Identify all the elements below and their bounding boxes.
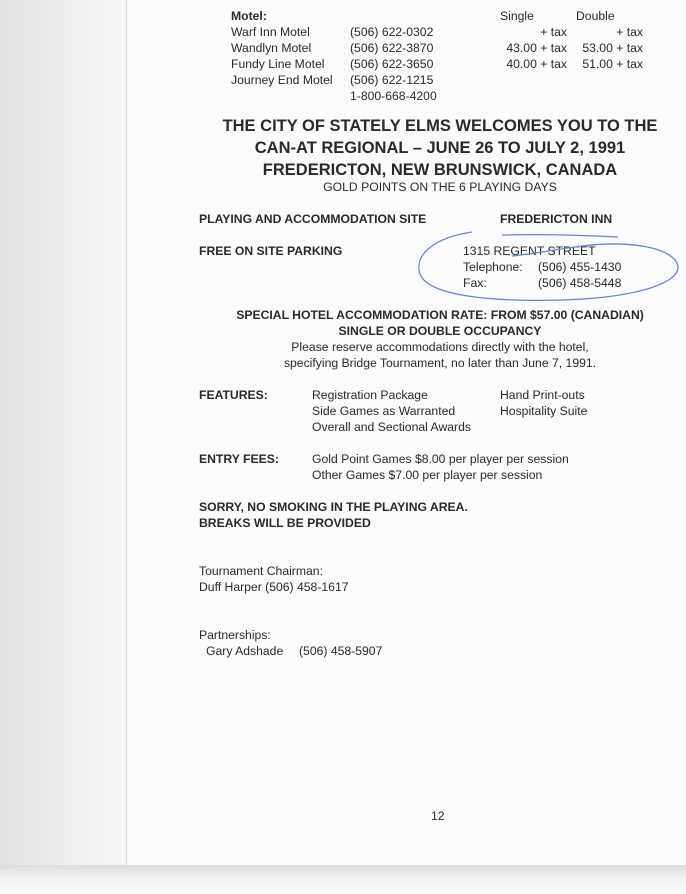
headline-line2: CAN-AT REGIONAL – JUNE 26 TO JULY 2, 1991 <box>254 139 626 157</box>
motel-tollfree-phone: 1-800-668-4200 <box>350 89 437 103</box>
motel-single-rate: 40.00 + tax <box>506 57 567 71</box>
scan-left-margin <box>0 0 126 894</box>
motel-heading: Motel: <box>231 9 267 23</box>
motel-name: Fundy Line Motel <box>231 57 325 71</box>
motel-phone: (506) 622-1215 <box>350 73 434 87</box>
motel-single-rate: 43.00 + tax <box>506 41 567 55</box>
feature-item: Registration Package <box>312 388 428 402</box>
rate-line4: specifying Bridge Tournament, no later than June 7, 1991. <box>283 356 597 370</box>
notice-line2: BREAKS WILL BE PROVIDED <box>199 516 371 530</box>
motel-single-rate: + tax <box>540 25 567 39</box>
entry-fee-line: Other Games $7.00 per player per session <box>312 468 543 482</box>
entry-fee-line: Gold Point Games $8.00 per player per session <box>312 452 569 466</box>
features-label: FEATURES: <box>199 388 268 402</box>
scan-bottom-edge <box>0 865 686 894</box>
chairman-value: Duff Harper (506) 458-1617 <box>199 580 349 594</box>
headline-line3: FREDERICTON, NEW BRUNSWICK, CANADA <box>262 161 618 179</box>
feature-item: Side Games as Warranted <box>312 404 456 418</box>
motel-name: Journey End Motel <box>231 73 333 87</box>
site-fax-label: Fax: <box>463 276 487 290</box>
motel-double-rate: 51.00 + tax <box>582 57 643 71</box>
partnerships-label: Partnerships: <box>199 628 271 642</box>
site-name: FREDERICTON INN <box>500 212 613 226</box>
site-fax: (506) 458-5448 <box>538 276 622 290</box>
entry-fees-label: ENTRY FEES: <box>199 452 279 466</box>
feature-item: Hospitality Suite <box>500 404 588 418</box>
motel-name: Warf Inn Motel <box>231 25 310 39</box>
col-double-header: Double <box>576 9 615 23</box>
pen-circle-mark <box>412 226 686 306</box>
motel-phone: (506) 622-3650 <box>350 57 434 71</box>
page-number: 12 <box>431 809 445 823</box>
site-street: 1315 REGENT STREET <box>463 244 596 258</box>
site-label: PLAYING AND ACCOMMODATION SITE <box>199 212 427 226</box>
motel-double-rate: 53.00 + tax <box>582 41 643 55</box>
motel-phone: (506) 622-0302 <box>350 25 434 39</box>
site-telephone-label: Telephone: <box>463 260 523 274</box>
partnerships-phone: (506) 458-5907 <box>299 644 383 658</box>
site-telephone: (506) 455-1430 <box>538 260 622 274</box>
rate-line1: SPECIAL HOTEL ACCOMMODATION RATE: FROM $57.00 (CANADIAN) <box>236 308 644 322</box>
notice-line1: SORRY, NO SMOKING IN THE PLAYING AREA. <box>199 500 468 514</box>
feature-item: Overall and Sectional Awards <box>312 420 471 434</box>
chairman-label: Tournament Chairman: <box>199 564 323 578</box>
partnerships-name: Gary Adshade <box>206 644 284 658</box>
headline-line1: THE CITY OF STATELY ELMS WELCOMES YOU TO THE <box>222 117 658 135</box>
motel-double-rate: + tax <box>616 25 643 39</box>
col-single-header: Single <box>500 9 534 23</box>
rate-line3: Please reserve accommodations directly with the hotel, <box>291 340 589 354</box>
feature-item: Hand Print-outs <box>500 388 585 402</box>
headline-subtitle: GOLD POINTS ON THE 6 PLAYING DAYS <box>323 180 557 194</box>
motel-phone: (506) 622-3870 <box>350 41 434 55</box>
rate-line2: SINGLE OR DOUBLE OCCUPANCY <box>338 324 542 338</box>
motel-name: Wandlyn Motel <box>231 41 312 55</box>
parking-note: FREE ON SITE PARKING <box>199 244 343 258</box>
